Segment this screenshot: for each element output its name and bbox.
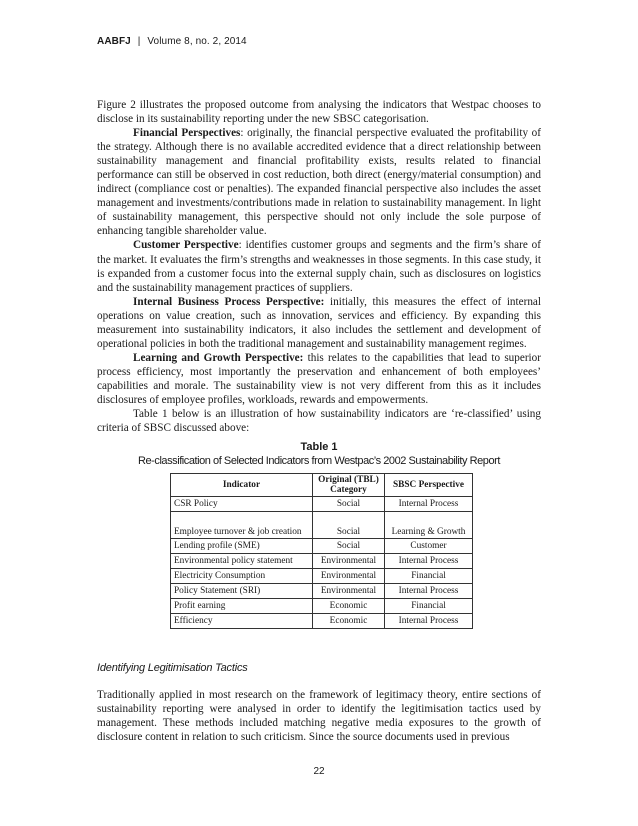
cell-category: Social [313, 497, 385, 512]
cell-indicator: Electricity Consumption [171, 569, 313, 584]
table-row [171, 599, 473, 614]
table-row [171, 497, 473, 512]
table-caption [97, 440, 541, 468]
paragraph-financial [97, 126, 541, 238]
table-header-indicator: Indicator [171, 474, 313, 497]
table-row [171, 539, 473, 554]
cell-perspective: Financial [385, 569, 473, 584]
table-subtitle: Re-classification of Selected Indicators from Westpac’s 2002 Sustainability Report [138, 455, 500, 467]
financial-lead: Financial Perspectives [133, 127, 241, 140]
journal-name: AABFJ [97, 36, 131, 47]
cell-indicator: Profit earning [171, 599, 313, 614]
paragraph-learning [97, 351, 541, 407]
volume-info: Volume 8, no. 2, 2014 [147, 36, 247, 47]
learning-lead: Learning and Growth Perspective: [133, 351, 304, 364]
section-text [97, 688, 541, 744]
section-heading: Identifying Legitimisation Tactics [97, 662, 248, 674]
learning-text: this relates to the capabilities that lead to superior process efficiency, most importantly the preservation and enhancement of both employees’ capabilities and morale. The sustainability view is not very different from this as it includes disclosures of employee profiles, workloads, rewards and empowerments. [97, 351, 541, 406]
customer-lead: Customer Perspective [133, 239, 239, 252]
paragraph-intro: Figure 2 illustrates the proposed outcome from analysing the indicators that Westpac chooses to disclose in its sustainability reporting under the new SBSC categorisation. [97, 99, 541, 126]
cell-perspective: Learning & Growth [385, 512, 473, 539]
cell-category: Economic [313, 599, 385, 614]
table-title: Table 1 [300, 441, 338, 453]
cell-perspective: Internal Process [385, 614, 473, 629]
financial-text: : originally, the financial perspective evaluated the profitability of the strategy. Although there is no available accredited evidence that a direct relationship between sustainability management and financial profitability exists, results related to financial performance can still be observed in cost reduction, both direct (energy/material consumption) and indirect (compliance cost or penalties). The expanded financial perspective also includes the asset management and investments/contributions made in relation to sustainability management. In light of sustainability management, this perspective should not only include the sole purpose of enhancing tangible shareholder value. [97, 127, 541, 238]
table-row [171, 614, 473, 629]
cell-indicator: Employee turnover & job creation [171, 512, 313, 539]
paragraph-table-intro: Table 1 below is an illustration of how sustainability indicators are ‘re-classified’ using criteria of SBSC discussed above: [97, 408, 541, 435]
cell-indicator: Environmental policy statement [171, 554, 313, 569]
table-row [171, 512, 473, 539]
internal-text: initially, this measures the effect of internal operations on value creation, such as innovation, services and efficiency. By expanding this measurement into sustainability indicators, it also includes the settlement and development of operational policies in both the traditional management and sustainability management regimes. [97, 295, 541, 350]
internal-lead: Internal Business Process Perspective: [133, 295, 325, 308]
table-row [171, 584, 473, 599]
table-row [171, 554, 473, 569]
cell-category: Environmental [313, 584, 385, 599]
cell-category: Environmental [313, 554, 385, 569]
paragraph-legitimacy: Traditionally applied in most research on the framework of legitimacy theory, entire sections of sustainability reporting were analysed in order to identify the legitimisation tactics used by management. These methods included matching negative media exposures to the growth of disclosure content in relation to such criticism. Since the source documents used in previous [97, 689, 541, 744]
table-row [171, 569, 473, 584]
table-header-original: Original (TBL) Category [313, 474, 385, 497]
cell-category: Environmental [313, 569, 385, 584]
cell-indicator: Lending profile (SME) [171, 539, 313, 554]
cell-category: Economic [313, 614, 385, 629]
cell-indicator: CSR Policy [171, 497, 313, 512]
page-number: 22 [313, 766, 325, 777]
reclassification-table [170, 473, 473, 629]
cell-indicator: Efficiency [171, 614, 313, 629]
cell-perspective: Internal Process [385, 497, 473, 512]
main-text [97, 98, 541, 435]
customer-text: : identifies customer groups and segments and the firm’s share of the market. It evaluates the firm’s strengths and weaknesses in those segments. In this case study, it is expanded from a customer focus into the external supply chain, such as disclosures on logistics and the sustainability management practices of suppliers. [97, 239, 541, 294]
cell-category: Social [313, 512, 385, 539]
cell-perspective: Internal Process [385, 554, 473, 569]
paragraph-customer [97, 238, 541, 294]
running-header [97, 36, 247, 47]
cell-perspective: Financial [385, 599, 473, 614]
cell-category: Social [313, 539, 385, 554]
paragraph-internal [97, 295, 541, 351]
header-separator: | [137, 36, 141, 47]
cell-indicator: Policy Statement (SRI) [171, 584, 313, 599]
table-header-sbsc: SBSC Perspective [385, 474, 473, 497]
cell-perspective: Customer [385, 539, 473, 554]
cell-perspective: Internal Process [385, 584, 473, 599]
